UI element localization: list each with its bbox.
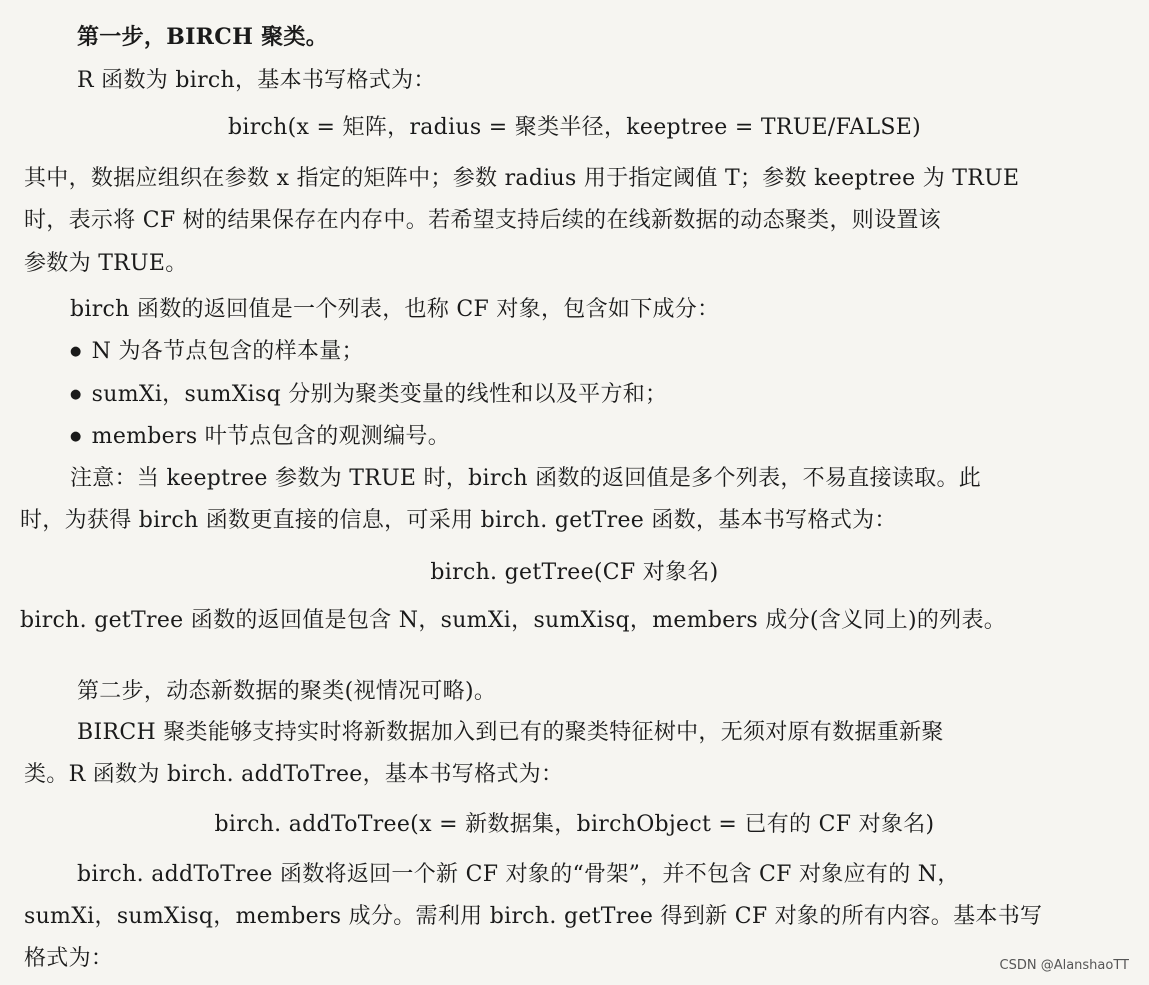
text-line: 类。R 函数为 birch. addToTree，基本书写格式为： [24, 762, 564, 787]
code-syntax-line: birch. getTree(CF 对象名) [430, 560, 719, 585]
text-line: 参数为 TRUE。 [24, 251, 188, 276]
watermark: CSDN @AlanshaoTT [999, 958, 1129, 973]
code-syntax-line: birch. addToTree(x = 新数据集，birchObject = 已有的 CF 对象名) [214, 812, 935, 837]
text-line: 其中，数据应组织在参数 x 指定的矩阵中；参数 radius 用于指定阈值 T；参数 keeptree 为 TRUE [24, 166, 1020, 191]
text-line: 时，为获得 birch 函数更直接的信息，可采用 birch. getTree 函数，基本书写格式为： [20, 508, 897, 533]
code-syntax-line: birch(x = 矩阵，radius = 聚类半径，keeptree = TRUE/FALSE) [228, 115, 921, 140]
text-line: sumXi，sumXisq，members 成分。需利用 birch. getTree 得到新 CF 对象的所有内容。基本书写 [24, 904, 1043, 929]
text-line: 第二步，动态新数据的聚类(视情况可略)。 [77, 679, 497, 704]
text-line: birch. addToTree 函数将返回一个新 CF 对象的“骨架”，并不包含 CF 对象应有的 N， [77, 862, 960, 887]
text-line: birch. getTree 函数的返回值是包含 N，sumXi，sumXisq，members 成分(含义同上)的列表。 [20, 608, 1007, 633]
text-line: BIRCH 聚类能够支持实时将新数据加入到已有的聚类特征树中，无须对原有数据重新聚 [77, 720, 944, 745]
text-line: 第一步，BIRCH 聚类。 [77, 24, 329, 50]
bullet-item: ● sumXi，sumXisq 分别为聚类变量的线性和以及平方和； [70, 380, 667, 410]
bullet-item: ● N 为各节点包含的样本量； [70, 337, 364, 367]
text-line: R 函数为 birch，基本书写格式为： [77, 68, 436, 93]
bullet-item: ● members 叶节点包含的观测编号。 [70, 422, 450, 452]
text-line: birch 函数的返回值是一个列表，也称 CF 对象，包含如下成分： [70, 297, 720, 322]
text-line: 注意：当 keeptree 参数为 TRUE 时，birch 函数的返回值是多个列表，不易直接读取。此 [70, 466, 982, 491]
text-line: 时，表示将 CF 树的结果保存在内存中。若希望支持后续的在线新数据的动态聚类，则设置该 [24, 208, 941, 233]
text-line: 格式为： [24, 946, 114, 971]
